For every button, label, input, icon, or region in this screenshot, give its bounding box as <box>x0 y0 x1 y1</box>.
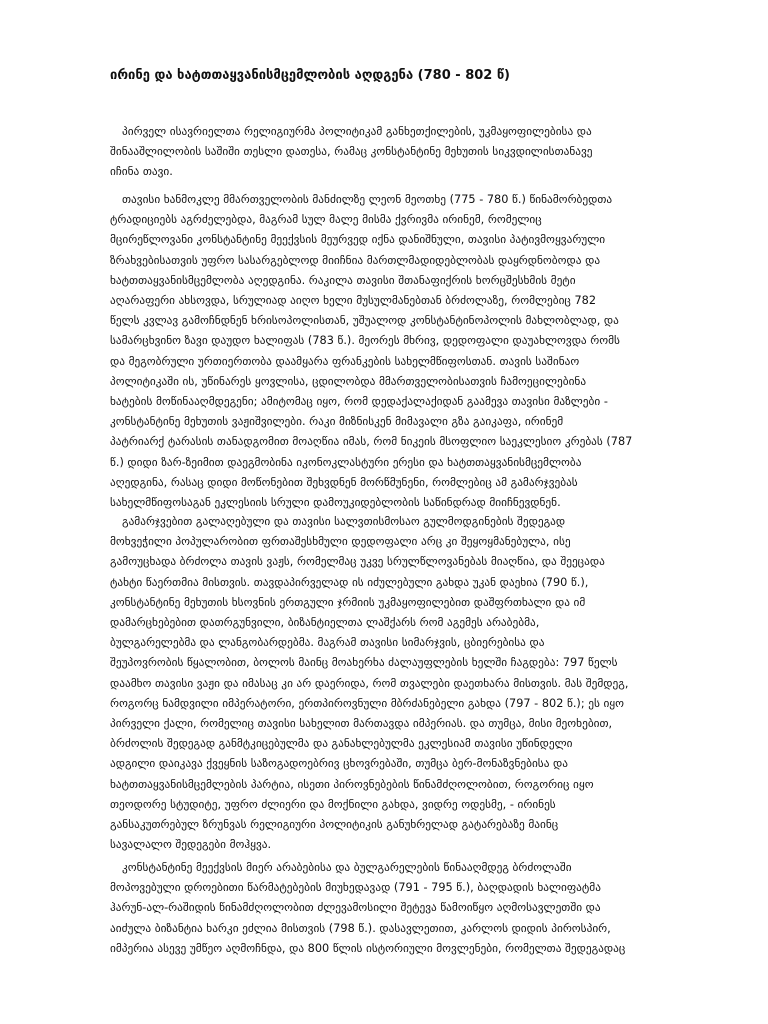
paragraph-line: ტახტი წაერთმია მისთვის. თავდაპირველად ის იძულებული გახდა უკან დაეხია (790 წ.), <box>110 575 589 589</box>
paragraph-line: პოლიტიკაში ის, უწინარეს ყოვლისა, ცდილობდა მმართველობისათვის ჩამოეცილებინა <box>110 374 587 388</box>
paragraph-line: სავალალო შედეგები მოჰყვა. <box>110 838 272 852</box>
paragraph-line: დაამხო თავისი ვაჟი და იმასაც კი არ დაერიდა, რომ თვალები დაეთხარა მისთვის. მას შემდეგ, <box>110 676 629 690</box>
paragraph-line: ბრძოლის შედეგად განმტკიცებულმა და განახლებულმა ეკლესიამ თავისი უწინდელი <box>110 737 573 751</box>
paragraph-line: ხატთთაყვანისმცემლების პარტია, ისეთი პიროვნებების წინამძღოლობით, როგორიც იყო <box>110 777 594 791</box>
paragraph-line: და მეგობრული ურთიერთობა დაამყარა ფრანკების სახელმწიფოსთან. თავის საშინაო <box>110 354 580 368</box>
paragraph-line: თეოდორე სტუდიტე, უფრო ძლიერი და მოქნილი გახდა, ვიდრე ოდესმე, - ირინეს <box>110 797 556 811</box>
document-title: ირინე და ხატთთაყვანისმცემლობის აღდგენა (780 - 802 წ) <box>110 68 510 83</box>
paragraph-line: გამოუცხადა ბრძოლა თავის ვაჟს, რომელმაც უკვე სრულწლოვანებას მიაღწია, და შეეცადა <box>110 555 605 569</box>
paragraph-line: თავისი ხანმოკლე მმართველობის მანძილზე ლეონ მეოთხე (775 - 780 წ.) წინამორბედთა <box>122 193 613 206</box>
paragraph-line: კონსტანტინე მეექვსის მიერ არაბებისა და ბულგარელების წინააღმდეგ ბრძოლაში <box>122 861 572 874</box>
paragraph-line: მოპოვებული დროებითი წარმატებების მიუხედავად (791 - 795 წ.), ბაღდადის ხალიფატმა <box>110 881 601 895</box>
paragraph-1 <box>110 122 710 183</box>
paragraph-line: განსაკუთრებულ ზრუნვას რელიგიური პოლიტიკის განუხრელად გატარებაზე მაინც <box>110 818 559 832</box>
paragraph-line: ტრადიციებს აგრძელებდა, მაგრამ სულ მალე მისმა ქვრივმა ირინემ, რომელიც <box>110 213 542 227</box>
paragraph-line: ბულგარელებმა და ლანგობარდებმა. მაგრამ თავისი სიმარჯვის, ცბიერებისა და <box>110 636 545 650</box>
paragraph-line: პირველ ისავრიელთა რელიგიურმა პოლიტიკამ განხეთქილების, უკმაყოფილებისა და <box>122 125 592 138</box>
paragraph-line: წელს კვლავ გამოჩნდნენ ხრისოპოლისთან, უშუალოდ კონსტანტინოპოლის მახლობლად, და <box>110 314 619 328</box>
paragraph-line: სახელმწიფოსაგან ეკლესიის სრული დამოუკიდებლობის საწინდრად მიიჩნევდნენ. <box>110 496 561 510</box>
paragraph-line: შინააშლილობის საშიში თესლი დათესა, რამაც კონსტანტინე მეხუთის სიკვდილისთანავე <box>110 145 593 159</box>
paragraph-line: იმპერია ასევე უმწეო აღმოჩნდა, და 800 წლის ისტორიული მოვლენები, რომელთა შედეგადაც <box>110 941 626 955</box>
paragraph-line: ჰარუნ-ალ-რაშიდის წინამძღოლობით ძლევამოსილი შეტევა წამოიწყო აღმოსავლეთში და <box>110 901 601 915</box>
paragraph-line: პირველი ქალი, რომელიც თავისი სახელით მართავდა იმპერიას. და თუმცა, მისი მეოხებით, <box>110 717 613 731</box>
paragraph-line: აღედგინა, რასაც დიდი მოწონებით შეხვდნენ მორწმუნენი, რომლებიც ამ გამარჯვებას <box>110 475 578 489</box>
paragraph-line: კონსტანტინე მეხუთის ვაჟიშვილები. რაკი მიზნისკენ მიმავალი გზა გაიკაფა, ირინემ <box>110 415 564 429</box>
paragraph-4 <box>110 858 710 959</box>
paragraph-line: პატრიარქ ტარასის თანადგომით მოაღწია იმას, რომ ნიკეის მსოფლიო საეკლესიო კრებას (787 <box>110 435 633 449</box>
paragraph-line: ზრახვებისათვის უფრო სასარგებლოდ მიიჩნია მართლმადიდებლობას დაყრდნობოდა და <box>110 253 601 267</box>
paragraph-line: მოხვეჭილი პოპულარობით ფრთაშესხმული დედოფალი არც კი შეყოყმანებულა, ისე <box>110 535 571 549</box>
paragraph-line: წ.) დიდი ზარ-ზეიმით დაეგმობინა იკონოკლასტური ერესი და ხატთთაყვანისმცემლობა <box>110 455 582 469</box>
paragraph-line: შეუპოვრობის წყალობით, ბოლოს მაინც მოახერხა ძალაუფლების ხელში ჩაგდება: 797 წელს <box>110 656 618 670</box>
paragraph-line: კონსტანტინე მეხუთის ხსოვნის ერთგული ჯრმიის უკმაყოფილებით დაშფრთხალი და იმ <box>110 595 586 609</box>
paragraph-line: იჩინა თავი. <box>110 165 173 179</box>
paragraph-3 <box>110 512 710 855</box>
paragraph-2 <box>110 190 710 513</box>
paragraph-line: აღარაფერი ახსოვდა, სრულიად აიღო ხელი მუსულმანებთან ბრძოლაზე, რომლებიც 782 <box>110 294 597 308</box>
paragraph-line: ხატთთაყვანისმცემლობა აღედგინა. რაკილა თავისი შთანაფიქრის ხორცშესხმის მეტი <box>110 273 576 287</box>
paragraph-line: აიძულა ბიზანტია ხარკი ეძლია მისთვის (798 წ.). დასავლეთით, კარლოს დიდის პიროსპირ, <box>110 921 611 935</box>
paragraph-line: მცირეწლოვანი კონსტანტინე მეექვსის მეურვედ იქნა დანიშნული, თავისი პატივმოყვარული <box>110 233 606 247</box>
paragraph-line: ადგილი დაიკავა ქვეყნის საზოგადოებრივ ცხოვრებაში, თუმცა ბერ-მონაზვნებისა და <box>110 757 569 771</box>
paragraph-line: სამარცხვინო ზავი დაუდო ხალიფას (783 წ.). მეორეს მხრივ, დედოფალი დაუახლოვდა რომს <box>110 334 620 348</box>
paragraph-line: გამარჯვებით გალაღებული და თავისი სალვთისმოსაო გულმოდგინების შედეგად <box>122 515 566 528</box>
paragraph-line: ხატების მოწინააღმდეგენი; ამიტომაც იყო, რომ დედაქალაქიდან გაამევა თავისი მაზლები - <box>110 395 608 409</box>
paragraph-line: დამარცხებებით დათრგუნვილი, ბიზანტიელთა ლაშქარს რომ აგემეს არაბებმა, <box>110 616 540 630</box>
paragraph-line: როგორც ნამდვილი იმპერატორი, ერთპიროვნული მბრძანებელი გახდა (797 - 802 წ.); ეს იყო <box>110 696 625 710</box>
